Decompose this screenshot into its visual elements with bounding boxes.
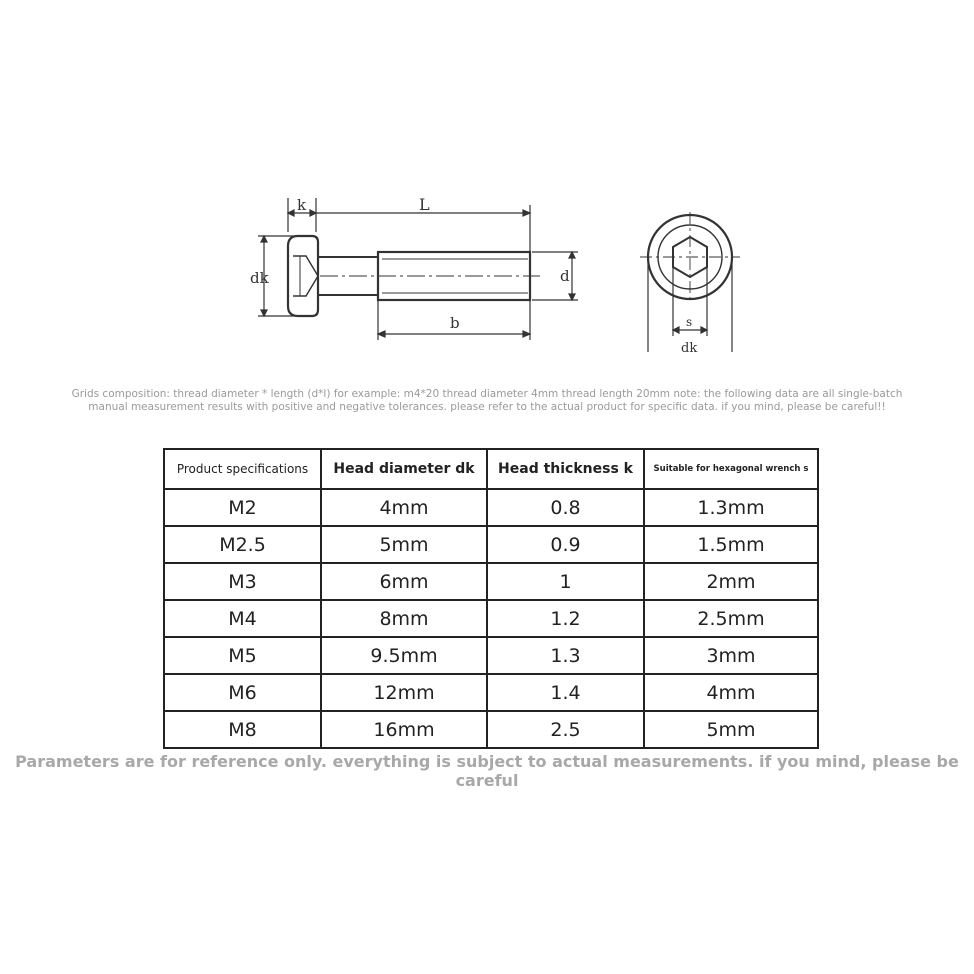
- screw-dimension-diagram: [0, 0, 974, 380]
- cell-wrench-size: 2mm: [644, 563, 818, 600]
- cell-wrench-size: 2.5mm: [644, 600, 818, 637]
- cell-spec: M3: [164, 563, 321, 600]
- cell-head-thickness: 2.5: [487, 711, 644, 748]
- cell-head-thickness: 1.4: [487, 674, 644, 711]
- composition-note: [10, 388, 964, 414]
- cell-head-thickness: 1: [487, 563, 644, 600]
- cell-wrench-size: 4mm: [644, 674, 818, 711]
- cell-head-thickness: 1.3: [487, 637, 644, 674]
- cell-spec: M8: [164, 711, 321, 748]
- specification-table: [163, 448, 819, 749]
- table-row: [164, 637, 818, 674]
- cell-head-thickness: 0.8: [487, 489, 644, 526]
- L-arrow: [523, 210, 530, 216]
- label-b: b: [450, 314, 460, 332]
- label-dk-end: dk: [681, 341, 698, 356]
- composition-note-line-2: manual measurement results with positive and negative tolerances. please refer to the actual product for specific data. if you mind, please be careful!!: [88, 401, 886, 413]
- cell-spec: M5: [164, 637, 321, 674]
- cell-head-diameter: 16mm: [321, 711, 487, 748]
- screw-head: [288, 236, 318, 316]
- cell-head-diameter: 5mm: [321, 526, 487, 563]
- cell-head-diameter: 12mm: [321, 674, 487, 711]
- label-L: L: [419, 195, 430, 214]
- cell-wrench-size: 5mm: [644, 711, 818, 748]
- label-s: s: [686, 315, 693, 329]
- cell-spec: M2.5: [164, 526, 321, 563]
- label-k: k: [297, 196, 307, 214]
- label-d: d: [560, 267, 570, 285]
- cell-head-thickness: 0.9: [487, 526, 644, 563]
- table-row: [164, 711, 818, 748]
- cell-wrench-size: 1.5mm: [644, 526, 818, 563]
- header-product-specifications: Product specifications: [164, 449, 321, 489]
- cell-wrench-size: 3mm: [644, 637, 818, 674]
- composition-note-line-1: Grids composition: thread diameter * length (d*l) for example: m4*20 thread diameter 4mm thread length 20mm note: the following data are all single-batch: [71, 388, 903, 400]
- cell-head-diameter: 4mm: [321, 489, 487, 526]
- hex-socket-side: [293, 256, 318, 296]
- cell-head-diameter: 6mm: [321, 563, 487, 600]
- cell-spec: M6: [164, 674, 321, 711]
- table-row: [164, 600, 818, 637]
- cell-wrench-size: 1.3mm: [644, 489, 818, 526]
- table-header-row: [164, 449, 818, 489]
- table-row: [164, 563, 818, 600]
- header-head-thickness: Head thickness k: [487, 449, 644, 489]
- reference-disclaimer: Parameters are for reference only. everything is subject to actual measurements. if you mind, please be careful: [15, 752, 959, 790]
- cell-head-diameter: 8mm: [321, 600, 487, 637]
- cell-head-thickness: 1.2: [487, 600, 644, 637]
- header-head-diameter: Head diameter dk: [321, 449, 487, 489]
- header-wrench-size: Suitable for hexagonal wrench s: [644, 449, 818, 489]
- cell-spec: M2: [164, 489, 321, 526]
- cell-spec: M4: [164, 600, 321, 637]
- table-row: [164, 674, 818, 711]
- table-row: [164, 489, 818, 526]
- label-dk-side: dk: [250, 269, 269, 287]
- table-row: [164, 526, 818, 563]
- cell-head-diameter: 9.5mm: [321, 637, 487, 674]
